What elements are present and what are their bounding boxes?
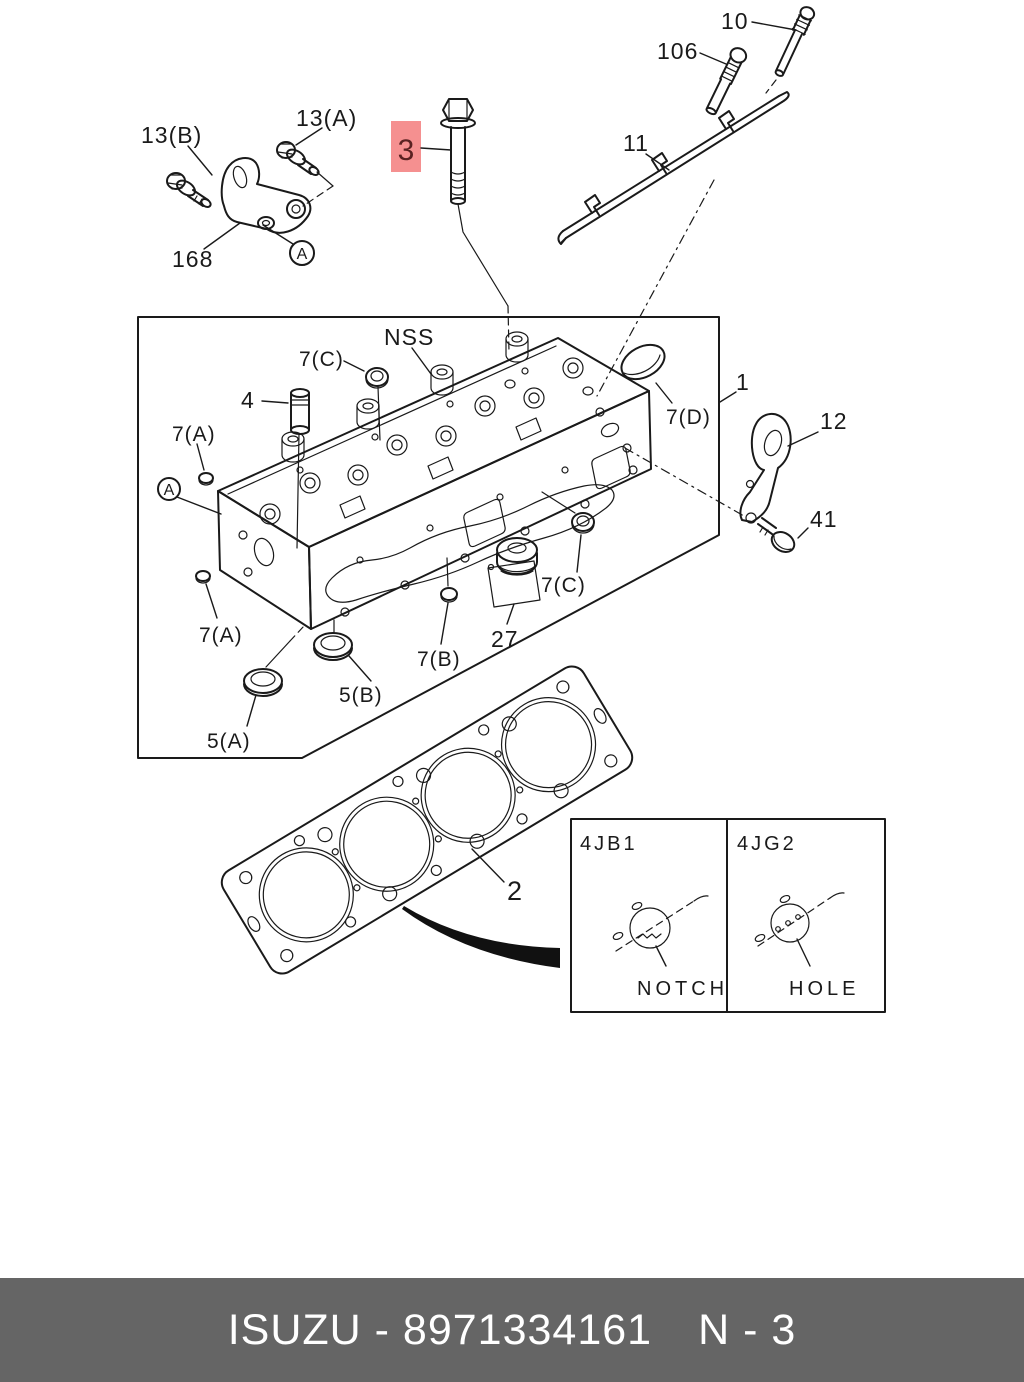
glow-plug-10-drawing — [772, 5, 816, 78]
cap-7a-bot-drawing — [196, 571, 217, 618]
label-part-5b[interactable]: 5(B) — [339, 684, 383, 707]
cylinder-head-drawing — [218, 332, 651, 629]
cup-plug-7d-drawing — [616, 338, 671, 386]
inset-notch-drawing — [612, 896, 708, 966]
label-part-106[interactable]: 106 — [657, 38, 699, 64]
label-part-12[interactable]: 12 — [820, 408, 848, 434]
bracket-168-drawing — [222, 158, 311, 233]
inset-left-caption: NOTCH — [637, 978, 729, 1000]
inset-pointer-arrow — [402, 906, 560, 968]
leader-2 — [472, 849, 504, 882]
main-box — [138, 317, 719, 758]
seal-5a-drawing — [244, 626, 304, 726]
leader-13a-dash — [303, 186, 333, 206]
label-part-41[interactable]: 41 — [810, 506, 838, 532]
label-nss[interactable]: NSS — [384, 324, 435, 350]
inset-right-caption: HOLE — [789, 978, 860, 1000]
label-part-7b[interactable]: 7(B) — [417, 648, 461, 671]
label-part-27[interactable]: 27 — [491, 626, 519, 652]
svg-text:A: A — [296, 246, 308, 263]
label-part-7c-top[interactable]: 7(C) — [299, 348, 344, 371]
inset-hole-drawing — [754, 893, 844, 966]
label-part-13b[interactable]: 13(B) — [141, 122, 203, 148]
leader-41 — [798, 528, 808, 538]
inset-right-title: 4JG2 — [737, 833, 797, 855]
leader-3 — [421, 148, 451, 150]
footer-part-number: ISUZU - 8971334161 — [227, 1305, 653, 1354]
label-part-4[interactable]: 4 — [241, 387, 255, 413]
label-part-168[interactable]: 168 — [172, 246, 214, 272]
cup-plug-27-drawing — [488, 538, 540, 624]
label-part-10[interactable]: 10 — [721, 8, 749, 34]
leader-7a-left — [197, 444, 204, 470]
label-part-1[interactable]: 1 — [736, 369, 750, 395]
inset-left-title: 4JB1 — [580, 833, 638, 855]
valve-guide-4-drawing — [291, 389, 309, 548]
cap-7b-drawing — [441, 558, 457, 644]
bolt-3-drawing — [441, 99, 475, 204]
footer-bar — [0, 1278, 1024, 1382]
leader-13b — [188, 146, 212, 175]
leader-head-to-12 — [625, 448, 744, 516]
label-part-11[interactable]: 11 — [623, 130, 649, 156]
glow-plug-rail-11-drawing — [558, 92, 788, 244]
label-part-7a-left[interactable]: 7(A) — [172, 423, 216, 446]
leader-4 — [262, 401, 288, 403]
label-part-5a[interactable]: 5(A) — [207, 730, 251, 753]
leader-1 — [720, 392, 736, 402]
svg-text:A: A — [163, 482, 175, 499]
glow-plug-106-drawing — [703, 46, 749, 117]
leader-13a-elbow — [317, 172, 333, 186]
bolt-13a-drawing — [277, 142, 320, 177]
label-part-13a[interactable]: 13(A) — [296, 105, 358, 131]
leader-106 — [700, 53, 726, 64]
leader-10-dash — [766, 80, 776, 93]
label-part-2[interactable]: 2 — [507, 876, 523, 906]
leader-nss — [412, 348, 431, 374]
footer-page-ref: N - 3 — [698, 1305, 797, 1354]
label-part-7a-bot[interactable]: 7(A) — [199, 624, 243, 647]
bolt-13b-drawing — [167, 173, 212, 209]
seal-5b-drawing — [314, 620, 371, 681]
label-part-3[interactable]: 3 — [397, 134, 415, 167]
bolt-41-drawing — [758, 518, 798, 556]
leader-12 — [788, 432, 818, 446]
leader-7d — [656, 383, 672, 403]
leader-3-dash — [508, 306, 509, 352]
cap-7a-left-drawing — [199, 473, 213, 485]
bushing-7c-low-drawing — [542, 492, 594, 572]
label-part-7d[interactable]: 7(D) — [666, 406, 711, 429]
label-part-7c-low[interactable]: 7(C) — [541, 574, 586, 597]
leader-10 — [752, 22, 796, 30]
leader-7c-top — [344, 361, 364, 371]
bracket-12-drawing — [740, 414, 790, 523]
leader-3-line — [458, 204, 508, 306]
